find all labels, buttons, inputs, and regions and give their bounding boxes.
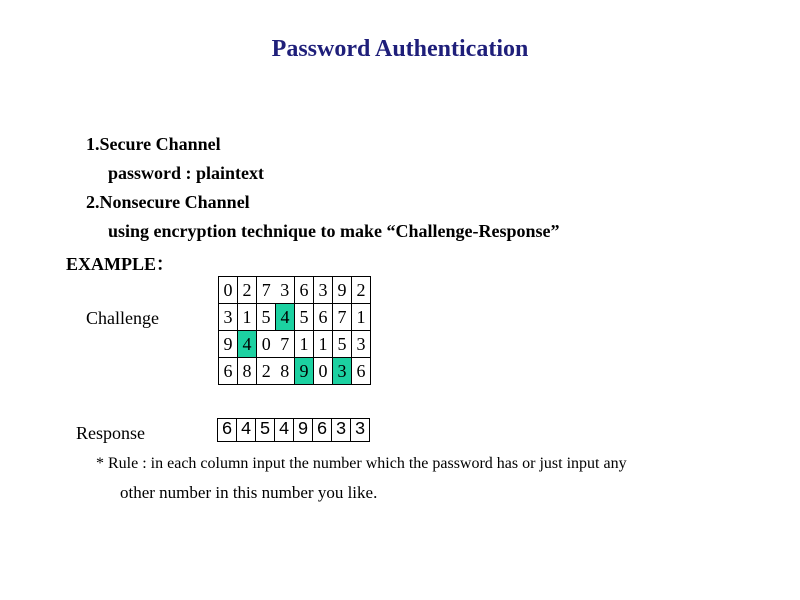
item-secure-channel: 1.Secure Channel	[86, 134, 221, 154]
item-secure-detail: password : plaintext	[108, 163, 265, 183]
challenge-cell: 3	[219, 304, 238, 331]
item-nonsecure-detail: using encryption technique to make “Challenge-Response”	[108, 221, 560, 241]
response-cell: 4	[237, 419, 256, 442]
challenge-cell: 2	[238, 277, 257, 304]
challenge-cell-highlighted: 4	[238, 331, 257, 358]
challenge-cell: 6	[314, 304, 333, 331]
challenge-cell: 7	[257, 277, 276, 304]
response-cell: 3	[351, 419, 370, 442]
challenge-cell-highlighted: 4	[276, 304, 295, 331]
challenge-cell: 8	[238, 358, 257, 385]
response-digits	[218, 419, 370, 442]
challenge-cell: 6	[219, 358, 238, 385]
challenge-cell: 9	[333, 277, 352, 304]
challenge-cell: 9	[219, 331, 238, 358]
challenge-row	[219, 277, 371, 304]
challenge-cell: 7	[276, 331, 295, 358]
challenge-grid	[218, 276, 371, 385]
challenge-cell: 3	[314, 277, 333, 304]
response-cell: 9	[294, 419, 313, 442]
rule-text-continued: other number in this number you like.	[120, 483, 378, 502]
challenge-cell: 0	[219, 277, 238, 304]
item-nonsecure-channel: 2.Nonsecure Channel	[86, 192, 250, 212]
challenge-row	[219, 331, 371, 358]
challenge-cell-highlighted: 3	[333, 358, 352, 385]
challenge-cell: 6	[352, 358, 371, 385]
response-cell: 6	[218, 419, 237, 442]
challenge-cell: 0	[257, 331, 276, 358]
challenge-cell: 1	[295, 331, 314, 358]
challenge-cell: 1	[314, 331, 333, 358]
challenge-cell: 1	[238, 304, 257, 331]
challenge-cell: 3	[276, 277, 295, 304]
response-label: Response	[76, 423, 145, 443]
challenge-cell: 7	[333, 304, 352, 331]
challenge-cell: 5	[295, 304, 314, 331]
challenge-cell: 6	[295, 277, 314, 304]
challenge-label: Challenge	[86, 308, 159, 328]
challenge-cell: 5	[333, 331, 352, 358]
example-heading: EXAMPLE：	[66, 254, 174, 274]
challenge-cell: 0	[314, 358, 333, 385]
challenge-cell: 1	[352, 304, 371, 331]
challenge-cell: 8	[276, 358, 295, 385]
challenge-row	[219, 304, 371, 331]
challenge-row	[219, 358, 371, 385]
response-row	[217, 418, 370, 442]
challenge-cell: 2	[352, 277, 371, 304]
response-cell: 3	[332, 419, 351, 442]
challenge-cell-highlighted: 9	[295, 358, 314, 385]
challenge-cell: 5	[257, 304, 276, 331]
rule-text: * Rule : in each column input the number which the password has or just input any	[96, 455, 627, 472]
response-cell: 6	[313, 419, 332, 442]
challenge-cell: 2	[257, 358, 276, 385]
response-cell: 4	[275, 419, 294, 442]
challenge-cell: 3	[352, 331, 371, 358]
response-cell: 5	[256, 419, 275, 442]
page-title: Password Authentication	[271, 36, 529, 62]
